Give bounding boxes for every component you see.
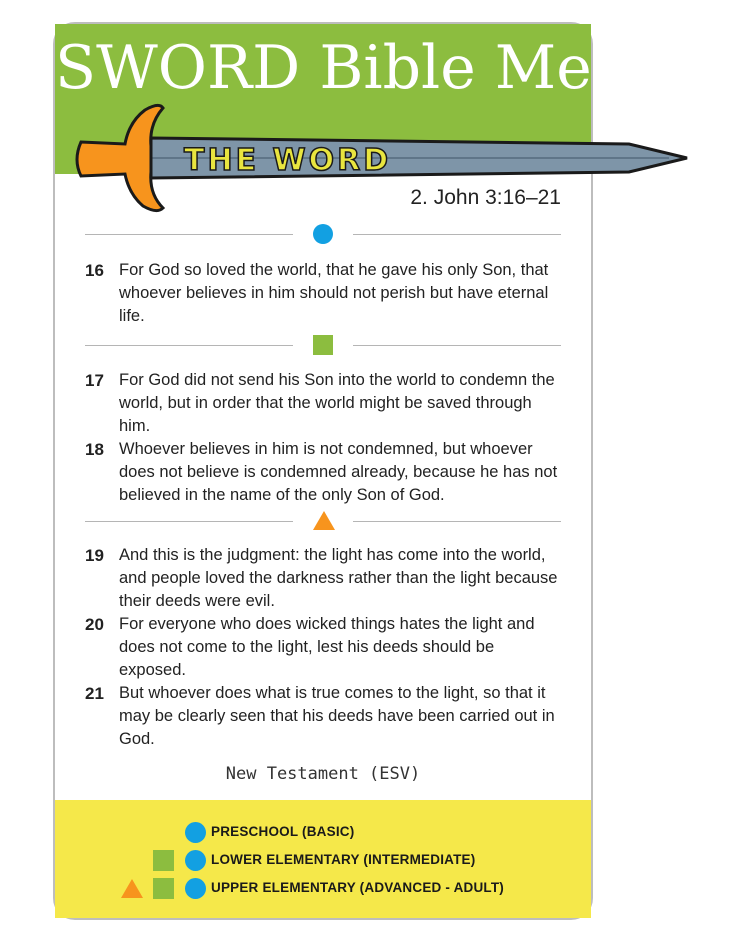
verse — [85, 369, 565, 438]
square-icon — [313, 335, 333, 355]
legend-label: UPPER ELEMENTARY (ADVANCED - ADULT) — [211, 880, 504, 895]
card-title: SWORD Bible Memory — [55, 33, 747, 103]
difficulty-legend — [55, 800, 591, 918]
legend-row-preschool — [55, 822, 591, 844]
translation-label: New Testament (ESV) — [225, 764, 421, 784]
legend-row-upper-elementary — [55, 878, 591, 900]
verse — [85, 544, 565, 613]
legend-row-lower-elementary — [55, 850, 591, 872]
verse-number: 20 — [85, 615, 104, 634]
verse-number: 19 — [85, 546, 104, 565]
verses-section-2 — [85, 369, 565, 507]
sword-hilt — [77, 105, 163, 210]
verse-text: For God did not send his Son into the world to condemn the world, but in order that the world might be saved through him. — [119, 371, 555, 435]
verses-section-1 — [85, 259, 565, 328]
circle-icon — [313, 224, 333, 244]
verse-text: And this is the judgment: the light has come into the world, and people loved the darkness rather than the light because their deeds were evil. — [119, 546, 558, 610]
legend-label: PRESCHOOL (BASIC) — [211, 824, 355, 839]
verse-text: Whoever believes in him is not condemned, but whoever does not believe is condemned already, because he has not believed in the name of the only Son of God. — [119, 440, 558, 504]
circle-icon — [185, 878, 206, 899]
verse — [85, 613, 565, 682]
sword-text: THE WORD — [184, 143, 392, 178]
legend-label: LOWER ELEMENTARY (INTERMEDIATE) — [211, 852, 476, 867]
sword-icon — [2, 94, 652, 194]
verse-text: But whoever does what is true comes to the light, so that it may be clearly seen that his deeds have been carried out in God. — [119, 684, 555, 748]
divider-square — [85, 335, 561, 355]
circle-icon — [185, 850, 206, 871]
verse — [85, 259, 565, 328]
verse-text: For everyone who does wicked things hates the light and does not come to the light, lest his deeds should be exposed. — [119, 615, 535, 679]
verse-number: 16 — [85, 261, 104, 280]
verse-number: 17 — [85, 371, 104, 390]
verse-text: For God so loved the world, that he gave his only Son, that whoever believes in him should not perish but have eternal life. — [119, 261, 549, 325]
divider-circle — [85, 224, 561, 244]
verse — [85, 682, 565, 751]
square-icon — [153, 850, 174, 871]
verse-number: 18 — [85, 440, 104, 459]
circle-icon — [185, 822, 206, 843]
triangle-icon — [313, 511, 335, 530]
verse — [85, 438, 565, 507]
verses-section-3 — [85, 544, 565, 751]
divider-triangle — [85, 511, 561, 531]
triangle-icon — [121, 879, 143, 898]
scripture-reference: 2. John 3:16–21 — [410, 186, 561, 209]
verse-number: 21 — [85, 684, 104, 703]
square-icon — [153, 878, 174, 899]
memory-card — [53, 22, 747, 920]
